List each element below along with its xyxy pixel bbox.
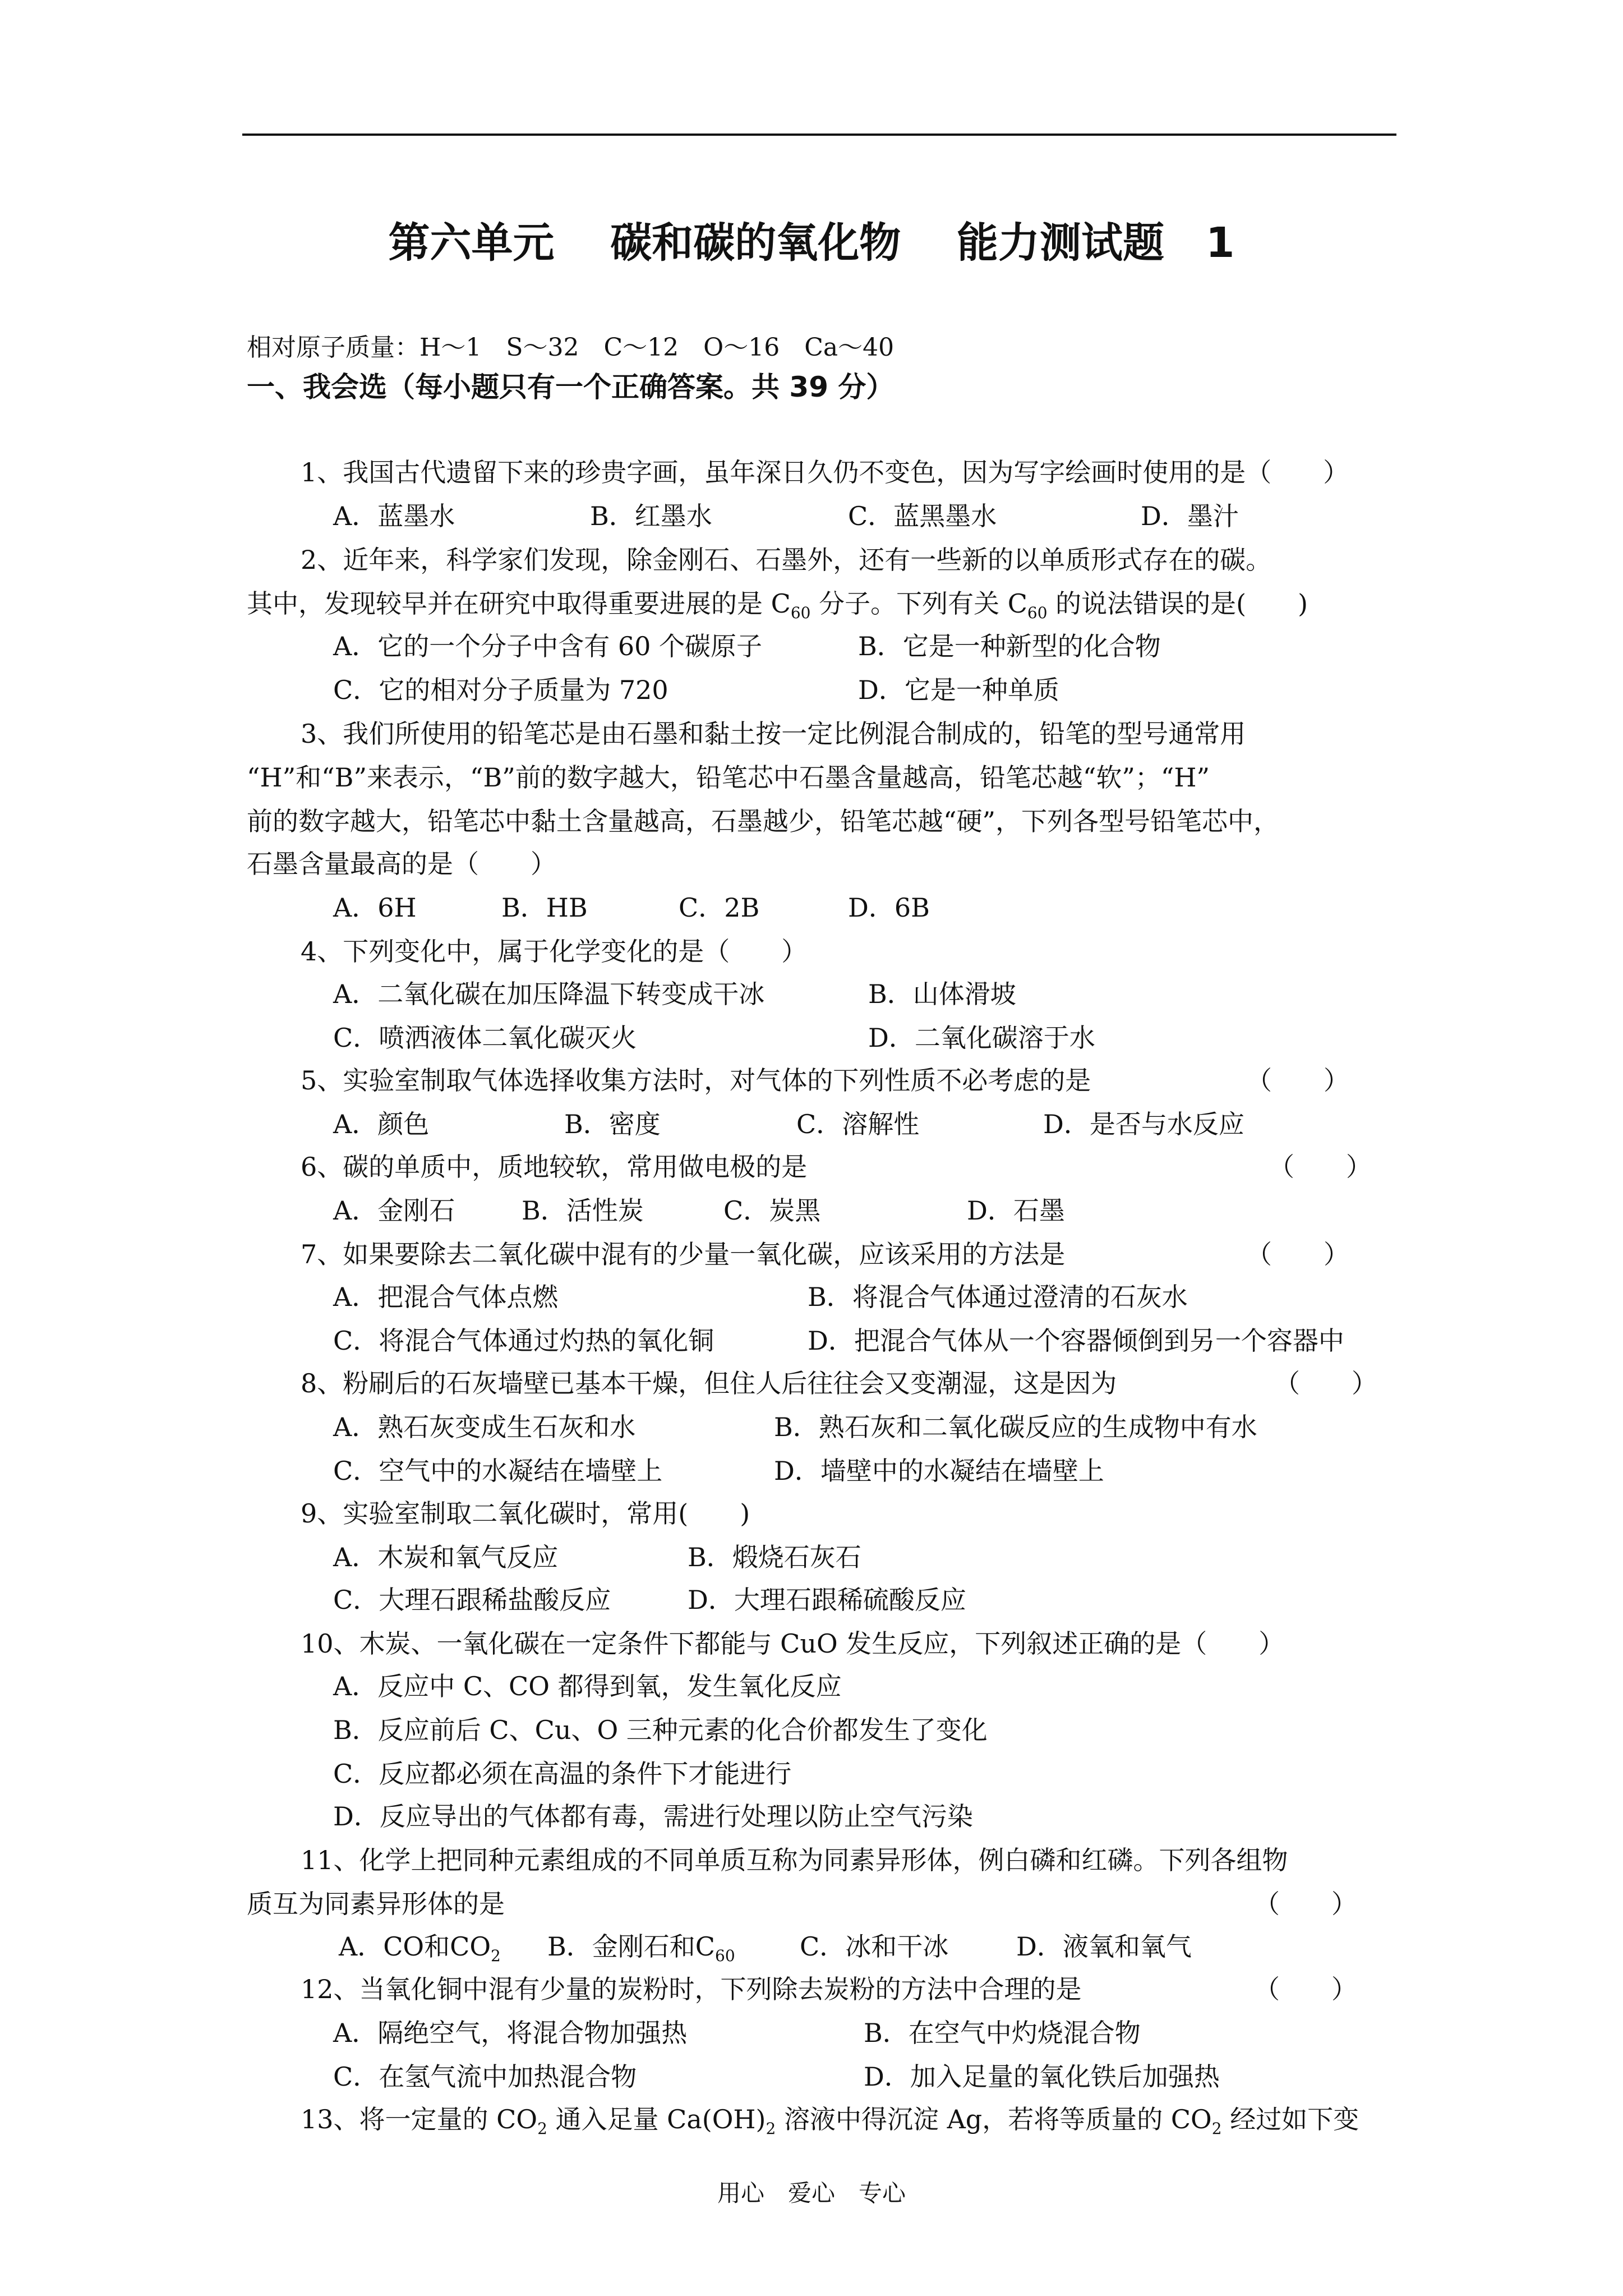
question-3-line-3: 前的数字越大，铅笔芯中黏土含量越高，石墨越少，铅笔芯越“硬”，下列各型号铅笔芯中， <box>247 806 1280 836</box>
q3-option-b: B．HB <box>501 892 588 923</box>
q3-option-d: D．6B <box>848 892 930 923</box>
q5-option-a: A．颜色 <box>333 1109 430 1139</box>
q1-option-c: C．蓝黑墨水 <box>848 501 997 531</box>
q9-option-d: D．大理石跟稀硫酸反应 <box>688 1585 966 1615</box>
q12-option-c: C．在氢气流中加热混合物 <box>333 2062 637 2092</box>
q2-option-c: C．它的相对分子质量为 720 <box>333 675 668 705</box>
q1-option-d: D．墨汁 <box>1141 501 1239 531</box>
atomic-mass-line: 相对原子质量：H～1 S～32 C～12 O～16 Ca～40 <box>247 333 895 362</box>
q9-option-a: A．木炭和氧气反应 <box>333 1542 559 1572</box>
q5-option-b: B．密度 <box>564 1109 661 1139</box>
q3-option-c: C．2B <box>679 892 760 923</box>
q11-option-c: C．冰和干冰 <box>800 1931 949 1962</box>
q6-option-a: A．金刚石 <box>333 1195 455 1226</box>
section-heading: 一、我会选（每小题只有一个正确答案。共 39 分） <box>247 371 895 403</box>
q9-option-c: C．大理石跟稀盐酸反应 <box>333 1585 611 1615</box>
q1-option-b: B．红墨水 <box>590 501 712 531</box>
q3-option-a: A．6H <box>333 892 417 923</box>
question-2-line-2: 其中，发现较早并在研究中取得重要进展的是 $C_{60}$ 分子。下列有关 $C_{60}$ 的说法错误的是( ) <box>247 588 1308 623</box>
question-11-line-1: 11、化学上把同种元素组成的不同单质互称为同素异形体，例白磷和红磷。下列各组物 <box>301 1845 1288 1875</box>
q9-option-b: B．煅烧石灰石 <box>688 1542 861 1572</box>
page-footer: 用心 爱心 专心 <box>717 2179 906 2207</box>
q1-option-a: A．蓝墨水 <box>333 501 455 531</box>
q11-option-b: B．金刚石和$C_{60}$ <box>547 1931 735 1966</box>
question-3-line-2: “H”和“B”来表示，“B”前的数字越大，铅笔芯中石墨含量越高，铅笔芯越“软”；“H” <box>247 762 1210 793</box>
q2-option-a: A．它的一个分子中含有 60 个碳原子 <box>333 631 762 661</box>
q8-option-b: B．熟石灰和二氧化碳反应的生成物中有水 <box>774 1412 1257 1442</box>
q12-option-d: D．加入足量的氧化铁后加强热 <box>864 2062 1220 2092</box>
q7-option-c: C．将混合气体通过灼热的氧化铜 <box>333 1326 714 1356</box>
q6-option-d: D．石墨 <box>967 1195 1065 1226</box>
q7-option-b: B．将混合气体通过澄清的石灰水 <box>808 1282 1188 1312</box>
q4-option-b: B．山体滑坡 <box>868 979 1016 1009</box>
q7-option-a: A．把混合气体点燃 <box>333 1282 559 1312</box>
q12-option-b: B．在空气中灼烧混合物 <box>864 2018 1141 2048</box>
q4-option-d: D．二氧化碳溶于水 <box>868 1023 1095 1053</box>
q6-option-c: C．炭黑 <box>723 1195 821 1226</box>
q4-option-a: A．二氧化碳在加压降温下转变成干冰 <box>333 979 765 1009</box>
question-1: 1、我国古代遗留下来的珍贵字画，虽年深日久仍不变色，因为写字绘画时使用的是（ ） <box>301 457 1349 487</box>
question-3-line-4: 石墨含量最高的是（ ） <box>247 849 556 879</box>
q7-option-d: D．把混合气体从一个容器倾倒到另一个容器中 <box>808 1326 1344 1356</box>
header-rule <box>242 134 1396 136</box>
q10-option-b: B．反应前后 C、Cu、O 三种元素的化合价都发生了变化 <box>333 1715 988 1745</box>
question-10: 10、木炭、一氧化碳在一定条件下都能与 CuO 发生反应，下列叙述正确的是（ ） <box>301 1628 1285 1659</box>
question-3-line-1: 3、我们所使用的铅笔芯是由石墨和黏土按一定比例混合制成的，铅笔的型号通常用 <box>301 719 1246 749</box>
page-title: 第六单元 碳和碳的氧化物 能力测试题 1 <box>388 219 1235 267</box>
question-6: 6、碳的单质中，质地较软，常用做电极的是 （ ） <box>301 1152 1372 1182</box>
q11-option-a: A．CO和$CO_2$ <box>339 1931 501 1966</box>
q11-option-d: D．液氧和氧气 <box>1016 1931 1192 1962</box>
q10-option-a: A．反应中 C、CO 都得到氧，发生氧化反应 <box>333 1671 842 1701</box>
question-4: 4、下列变化中，属于化学变化的是（ ） <box>301 936 808 967</box>
q8-option-c: C．空气中的水凝结在墙壁上 <box>333 1456 663 1486</box>
q6-option-b: B．活性炭 <box>522 1195 644 1226</box>
q2-option-d: D．它是一种单质 <box>858 675 1059 705</box>
q5-option-c: C．溶解性 <box>796 1109 920 1139</box>
q2-option-b: B．它是一种新型的化合物 <box>858 631 1161 661</box>
question-9: 9、实验室制取二氧化碳时，常用( ) <box>301 1498 750 1529</box>
q8-option-a: A．熟石灰变成生石灰和水 <box>333 1412 636 1442</box>
question-11-line-2: 质互为同素异形体的是 （ ） <box>247 1889 1357 1919</box>
question-13: 13、将一定量的 $CO_2$ 通入足量 $Ca(OH)_2$ 溶液中得沉淀 Ag，若将等质量的 $CO_2$ 经过如下变 <box>301 2104 1359 2138</box>
q12-option-a: A．隔绝空气，将混合物加强热 <box>333 2018 688 2048</box>
q8-option-d: D．墙壁中的水凝结在墙壁上 <box>774 1456 1104 1486</box>
question-2-line-1: 2、近年来，科学家们发现，除金刚石、石墨外，还有一些新的以单质形式存在的碳。 <box>301 545 1272 575</box>
q10-option-d: D．反应导出的气体都有毒，需进行处理以防止空气污染 <box>333 1801 973 1832</box>
question-7: 7、如果要除去二氧化碳中混有的少量一氧化碳，应该采用的方法是 （ ） <box>301 1239 1349 1269</box>
question-5: 5、实验室制取气体选择收集方法时，对气体的下列性质不必考虑的是 （ ） <box>301 1065 1349 1096</box>
q5-option-d: D．是否与水反应 <box>1043 1109 1244 1139</box>
question-8: 8、粉刷后的石灰墙壁已基本干燥，但住人后往往会又变潮湿，这是因为 （ ） <box>301 1368 1377 1398</box>
q4-option-c: C．喷洒液体二氧化碳灭火 <box>333 1023 637 1053</box>
question-12: 12、当氧化铜中混有少量的炭粉时，下列除去炭粉的方法中合理的是 （ ） <box>301 1974 1357 2004</box>
q10-option-c: C．反应都必须在高温的条件下才能进行 <box>333 1759 792 1789</box>
